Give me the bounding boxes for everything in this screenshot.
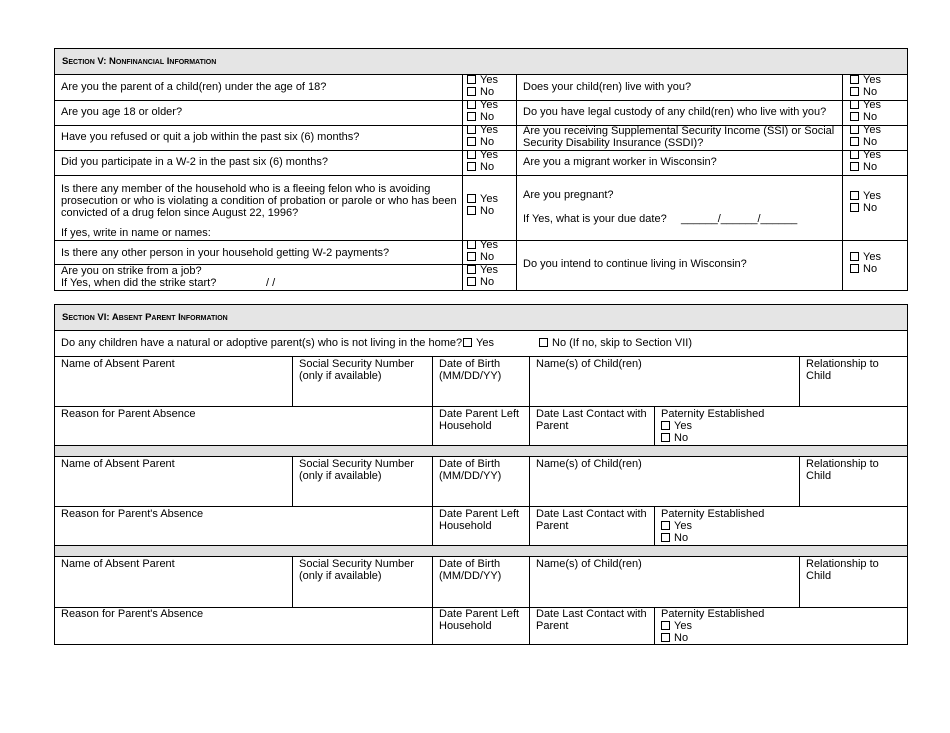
question-strike-date: If Yes, when did the strike start? <box>61 277 217 289</box>
question-fleeing-felon-line1: Is there any member of the household who is a fleeing felon who is avoiding <box>61 183 431 195</box>
checkbox-no[interactable] <box>467 277 476 286</box>
dob-format: (MM/DD/YY) <box>439 570 502 582</box>
checkbox-no[interactable] <box>467 112 476 121</box>
ssn-label-note: (only if available) <box>299 470 382 482</box>
ssn-label-note: (only if available) <box>299 570 382 582</box>
last-contact-parent: Parent <box>536 420 569 432</box>
checkbox-yes[interactable] <box>467 125 476 134</box>
checkbox-no[interactable] <box>661 533 670 542</box>
last-contact-parent: Parent <box>536 620 569 632</box>
checkbox-no[interactable] <box>467 206 476 215</box>
dob-label: Date of Birth <box>439 358 501 370</box>
strike-date-slashes: / / <box>266 277 276 289</box>
checkbox-yes[interactable] <box>463 338 472 347</box>
yn-other-w2[interactable]: Yes No <box>467 240 498 263</box>
yn-legal-custody[interactable]: Yes No <box>850 100 881 123</box>
date-left-label: Date Parent Left <box>439 408 520 420</box>
yn-strike[interactable]: Yes No <box>467 265 498 288</box>
paternity-yn[interactable]: Yes No <box>661 420 692 444</box>
reason-absence-label: Reason for Parent's Absence <box>61 508 204 520</box>
question-continue-living: Do you intend to continue living in Wisconsin? <box>523 258 747 270</box>
children-names-label: Name(s) of Child(ren) <box>536 358 642 370</box>
checkbox-no[interactable] <box>467 252 476 261</box>
checkbox-no[interactable] <box>661 433 670 442</box>
section-6-header <box>55 305 907 331</box>
checkbox-no[interactable] <box>850 87 859 96</box>
last-contact-parent: Parent <box>536 520 569 532</box>
checkbox-no[interactable] <box>467 162 476 171</box>
relationship-label-child: Child <box>806 370 832 382</box>
question-refused-job: Have you refused or quit a job within the past six (6) months? <box>61 131 360 143</box>
paternity-yn[interactable]: Yes No <box>661 520 692 544</box>
name-of-absent-parent-label: Name of Absent Parent <box>61 458 175 470</box>
checkbox-yes[interactable] <box>850 252 859 261</box>
yn-ssi[interactable]: Yes No <box>850 125 881 148</box>
dob-format: (MM/DD/YY) <box>439 470 502 482</box>
yn-child-live-with-you[interactable]: Yes No <box>850 75 881 98</box>
yn-fleeing-felon[interactable]: Yes No <box>467 194 498 217</box>
question-fleeing-felon-line2: prosecution or who is violating a condition of probation or parole or who has been <box>61 195 457 207</box>
checkbox-no[interactable] <box>539 338 548 347</box>
checkbox-yes[interactable] <box>850 100 859 109</box>
checkbox-yes[interactable] <box>850 75 859 84</box>
checkbox-no[interactable] <box>850 162 859 171</box>
question-fleeing-felon-names: If yes, write in name or names: <box>61 227 211 239</box>
checkbox-no[interactable] <box>850 203 859 212</box>
yn-w2-participation[interactable]: Yes No <box>467 150 498 173</box>
checkbox-yes[interactable] <box>467 150 476 159</box>
absent-parent-question: Do any children have a natural or adoptive parent(s) who is not living in the home? <box>61 337 463 349</box>
date-left-household: Household <box>439 420 492 432</box>
section-6-title: Section VI: Absent Parent Information <box>62 312 228 323</box>
absent-parent-no[interactable]: No (If no, skip to Section VII) <box>539 337 692 349</box>
children-names-label: Name(s) of Child(ren) <box>536 558 642 570</box>
checkbox-yes[interactable] <box>467 240 476 249</box>
checkbox-yes[interactable] <box>850 191 859 200</box>
reason-absence-label: Reason for Parent Absence <box>61 408 196 420</box>
question-fleeing-felon-line3: convicted of a drug felon since August 22, 1996? <box>61 207 299 219</box>
question-due-date: If Yes, what is your due date? <box>523 213 667 225</box>
section-5-title: Section V: Nonfinancial Information <box>62 56 217 67</box>
question-legal-custody: Do you have legal custody of any child(ren) who live with you? <box>523 106 827 118</box>
absent-parent-yes[interactable]: Yes <box>463 337 494 349</box>
last-contact-label: Date Last Contact with <box>536 408 647 420</box>
checkbox-yes[interactable] <box>467 100 476 109</box>
date-left-household: Household <box>439 520 492 532</box>
question-age-18: Are you age 18 or older? <box>61 106 183 118</box>
question-pregnant: Are you pregnant? <box>523 189 614 201</box>
checkbox-no[interactable] <box>850 264 859 273</box>
dob-label: Date of Birth <box>439 558 501 570</box>
checkbox-no[interactable] <box>467 137 476 146</box>
checkbox-yes[interactable] <box>661 421 670 430</box>
ssn-label-note: (only if available) <box>299 370 382 382</box>
checkbox-yes[interactable] <box>467 265 476 274</box>
paternity-label: Paternity Established <box>661 408 765 420</box>
block-separator <box>55 546 907 556</box>
checkbox-yes[interactable] <box>467 75 476 84</box>
relationship-label-child: Child <box>806 470 832 482</box>
question-w2-participation: Did you participate in a W-2 in the past six (6) months? <box>61 156 328 168</box>
checkbox-no[interactable] <box>467 87 476 96</box>
reason-absence-label: Reason for Parent's Absence <box>61 608 204 620</box>
question-ssi-line1: Are you receiving Supplemental Security Income (SSI) or Social <box>523 125 835 137</box>
section-5-header <box>55 49 907 75</box>
question-migrant-worker: Are you a migrant worker in Wisconsin? <box>523 156 717 168</box>
checkbox-yes[interactable] <box>467 194 476 203</box>
relationship-label: Relationship to <box>806 358 879 370</box>
yn-continue-living[interactable]: Yes No <box>850 252 881 275</box>
checkbox-no[interactable] <box>850 112 859 121</box>
paternity-yn[interactable]: Yes No <box>661 620 692 644</box>
relationship-label: Relationship to <box>806 558 879 570</box>
yn-refused-job[interactable]: Yes No <box>467 125 498 148</box>
ssn-label: Social Security Number <box>299 458 414 470</box>
children-names-label: Name(s) of Child(ren) <box>536 458 642 470</box>
ssn-label: Social Security Number <box>299 358 414 370</box>
date-left-label: Date Parent Left <box>439 608 520 620</box>
question-other-w2: Is there any other person in your household getting W-2 payments? <box>61 247 390 259</box>
ssn-label: Social Security Number <box>299 558 414 570</box>
last-contact-label: Date Last Contact with <box>536 508 647 520</box>
last-contact-label: Date Last Contact with <box>536 608 647 620</box>
dob-format: (MM/DD/YY) <box>439 370 502 382</box>
due-date-blank[interactable]: ______/______/______ <box>681 213 798 225</box>
relationship-label-child: Child <box>806 570 832 582</box>
name-of-absent-parent-label: Name of Absent Parent <box>61 558 175 570</box>
question-child-live-with-you: Does your child(ren) live with you? <box>523 81 692 93</box>
dob-label: Date of Birth <box>439 458 501 470</box>
checkbox-yes[interactable] <box>850 125 859 134</box>
paternity-label: Paternity Established <box>661 608 765 620</box>
yn-pregnant[interactable]: Yes No <box>850 191 881 214</box>
question-ssi-line2: Security Disability Insurance (SSDI)? <box>523 137 704 149</box>
checkbox-no[interactable] <box>850 137 859 146</box>
date-left-label: Date Parent Left <box>439 508 520 520</box>
checkbox-yes[interactable] <box>661 521 670 530</box>
block-separator <box>55 446 907 456</box>
yn-age-18[interactable]: Yes No <box>467 100 498 123</box>
yn-parent-under-18[interactable]: Yes No <box>467 75 498 98</box>
yn-migrant-worker[interactable]: Yes No <box>850 150 881 173</box>
checkbox-no[interactable] <box>661 633 670 642</box>
question-parent-under-18: Are you the parent of a child(ren) under the age of 18? <box>61 81 327 93</box>
checkbox-yes[interactable] <box>661 621 670 630</box>
relationship-label: Relationship to <box>806 458 879 470</box>
paternity-label: Paternity Established <box>661 508 765 520</box>
checkbox-yes[interactable] <box>850 150 859 159</box>
date-left-household: Household <box>439 620 492 632</box>
question-strike: Are you on strike from a job? <box>61 265 202 277</box>
name-of-absent-parent-label: Name of Absent Parent <box>61 358 175 370</box>
